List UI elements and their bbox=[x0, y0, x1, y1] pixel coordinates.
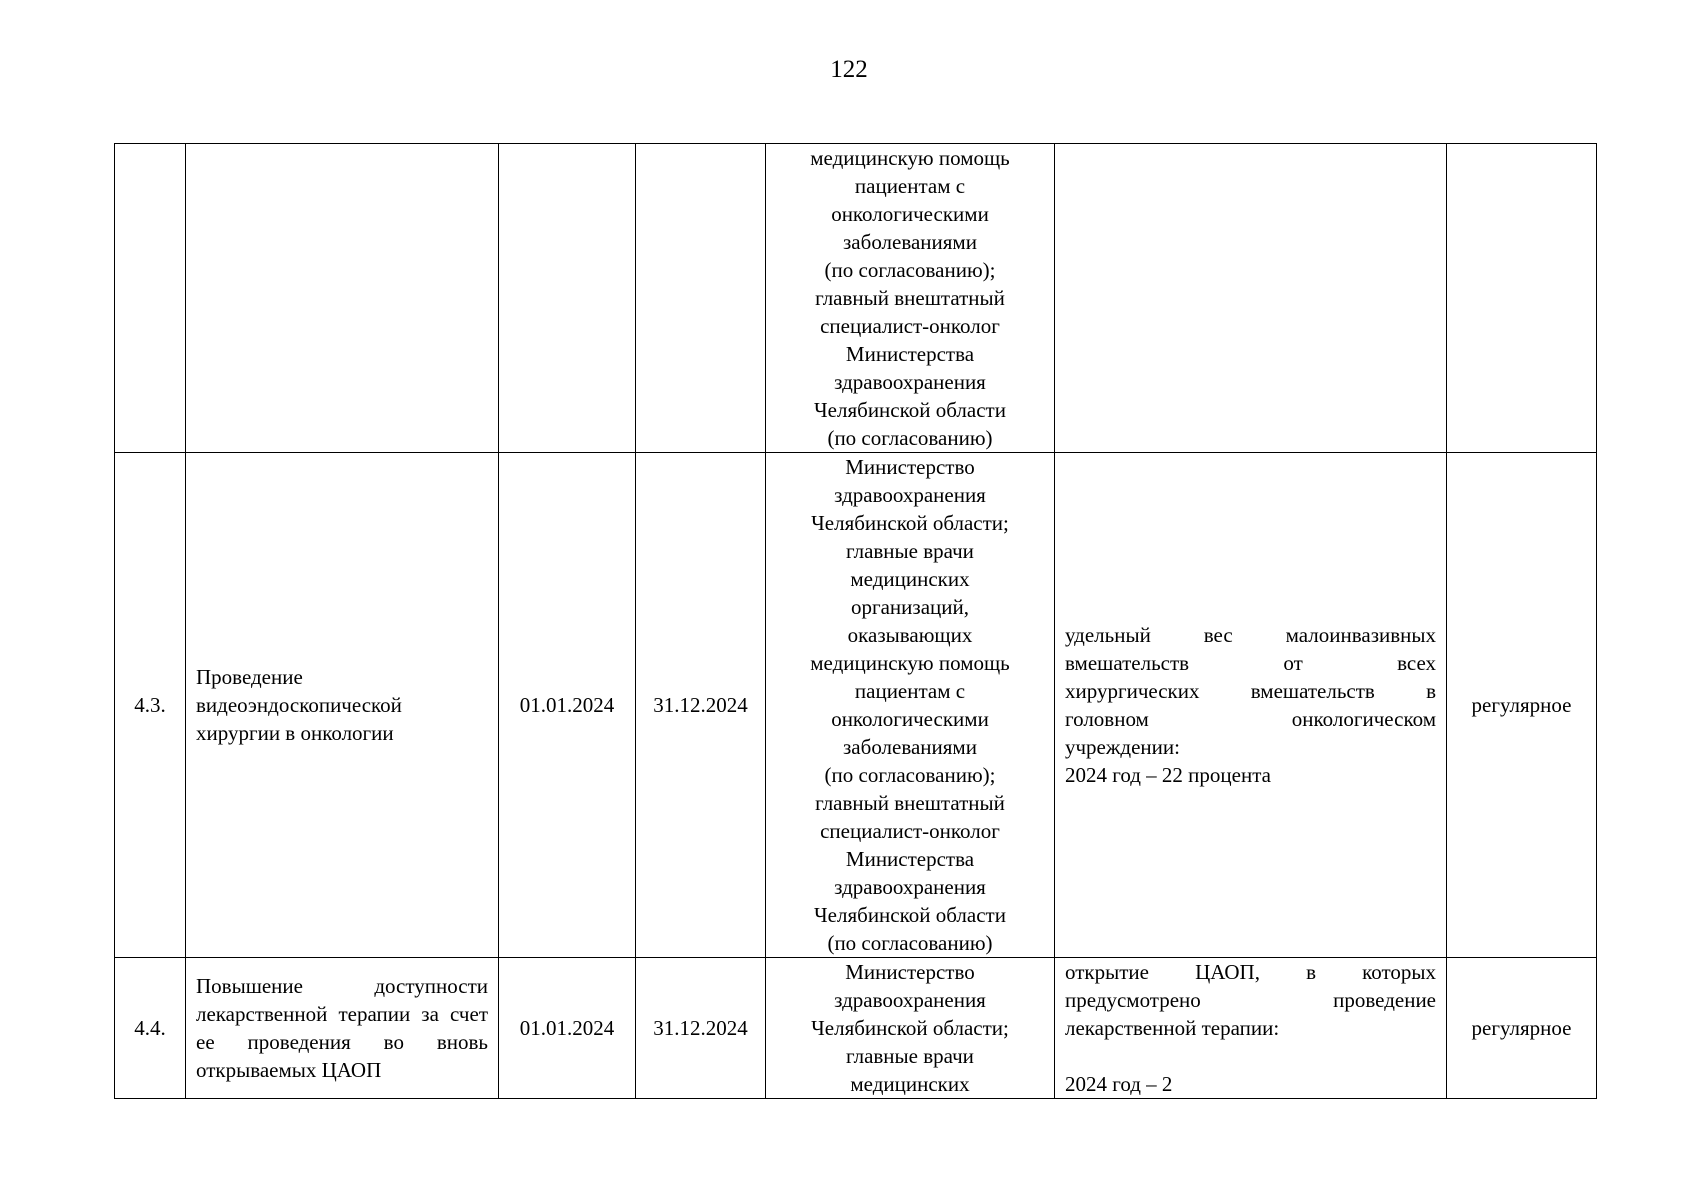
responsible-line: пациентам с bbox=[854, 679, 966, 703]
responsible-line: медицинских bbox=[850, 567, 970, 591]
indicator-line: вмешательств от всех bbox=[1065, 651, 1436, 675]
responsible-line: медицинскую помощь bbox=[810, 146, 1010, 170]
indicator-line: 2024 год – 22 процента bbox=[1065, 763, 1271, 787]
indicator-cell bbox=[1055, 958, 1447, 1099]
indicator-line: лекарственной терапии: bbox=[1065, 1016, 1280, 1040]
responsible-line: Министерства bbox=[845, 342, 975, 366]
responsible-line: главные врачи bbox=[846, 539, 974, 563]
responsible-line: главный внештатный bbox=[815, 286, 1005, 310]
table-row bbox=[115, 453, 1597, 958]
responsible-line: Челябинской области bbox=[814, 903, 1006, 927]
responsible-cell bbox=[766, 453, 1055, 958]
indicator-cell bbox=[1055, 453, 1447, 958]
frequency-cell: регулярное bbox=[1447, 958, 1597, 1099]
start-date-cell: 01.01.2024 bbox=[499, 958, 636, 1099]
responsible-line: здравоохранения bbox=[834, 483, 986, 507]
indicator-line: удельный вес малоинвазивных bbox=[1065, 623, 1436, 647]
indicator-line: 2024 год – 2 bbox=[1065, 1072, 1173, 1096]
responsible-line: Министерства bbox=[845, 847, 975, 871]
end-date-cell: 31.12.2024 bbox=[636, 453, 766, 958]
responsible-line: оказывающих bbox=[847, 623, 973, 647]
frequency-cell bbox=[1447, 144, 1597, 453]
end-date-cell: 31.12.2024 bbox=[636, 958, 766, 1099]
responsible-line: заболеваниями bbox=[843, 230, 977, 254]
activities-table bbox=[114, 143, 1597, 1099]
responsible-line: пациентам с bbox=[854, 174, 966, 198]
responsible-line: онкологическими bbox=[831, 202, 989, 226]
indicator-cell bbox=[1055, 144, 1447, 453]
responsible-line: главный внештатный bbox=[815, 791, 1005, 815]
end-date-cell bbox=[636, 144, 766, 453]
responsible-line: медицинскую помощь bbox=[810, 651, 1010, 675]
responsible-cell bbox=[766, 144, 1055, 453]
row-number-cell: 4.3. bbox=[115, 453, 186, 958]
activity-name-cell bbox=[186, 144, 499, 453]
responsible-line: Министерство bbox=[845, 960, 975, 984]
responsible-line: Челябинской области; bbox=[811, 511, 1009, 535]
indicator-line: открытие ЦАОП, в которых bbox=[1065, 960, 1436, 984]
start-date-cell bbox=[499, 144, 636, 453]
responsible-line: здравоохранения bbox=[834, 875, 986, 899]
frequency-cell: регулярное bbox=[1447, 453, 1597, 958]
responsible-line: специалист-онколог bbox=[820, 819, 1000, 843]
responsible-line: главные врачи bbox=[846, 1044, 974, 1068]
responsible-line: Министерство bbox=[845, 455, 975, 479]
responsible-line: (по согласованию); bbox=[824, 258, 996, 282]
responsible-line: здравоохранения bbox=[834, 988, 986, 1012]
responsible-line: (по согласованию); bbox=[824, 763, 996, 787]
responsible-cell bbox=[766, 958, 1055, 1099]
row-number-cell: 4.4. bbox=[115, 958, 186, 1099]
row-number-cell bbox=[115, 144, 186, 453]
indicator-line: учреждении: bbox=[1065, 735, 1180, 759]
blank-line bbox=[1065, 1042, 1436, 1070]
indicator-line: хирургических вмешательств в bbox=[1065, 679, 1436, 703]
responsible-line: организаций, bbox=[851, 595, 969, 619]
responsible-line: Челябинской области bbox=[814, 398, 1006, 422]
responsible-line: заболеваниями bbox=[843, 735, 977, 759]
start-date-cell: 01.01.2024 bbox=[499, 453, 636, 958]
page-number: 122 bbox=[830, 56, 868, 83]
activity-name-cell: Повышение доступности лекарственной терапии за счет ее проведения во вновь открываемых ЦАОП bbox=[186, 958, 499, 1099]
activity-name-cell: Проведение видеоэндоскопической хирургии в онкологии bbox=[186, 453, 499, 958]
table-row bbox=[115, 958, 1597, 1099]
responsible-line: (по согласованию) bbox=[827, 426, 993, 450]
responsible-line: Челябинской области; bbox=[811, 1016, 1009, 1040]
indicator-line: головном онкологическом bbox=[1065, 707, 1436, 731]
indicator-line: предусмотрено проведение bbox=[1065, 988, 1436, 1012]
responsible-line: специалист-онколог bbox=[820, 314, 1000, 338]
responsible-line: (по согласованию) bbox=[827, 931, 993, 955]
responsible-line: медицинских bbox=[850, 1072, 970, 1096]
table-row bbox=[115, 144, 1597, 453]
responsible-line: онкологическими bbox=[831, 707, 989, 731]
responsible-line: здравоохранения bbox=[834, 370, 986, 394]
